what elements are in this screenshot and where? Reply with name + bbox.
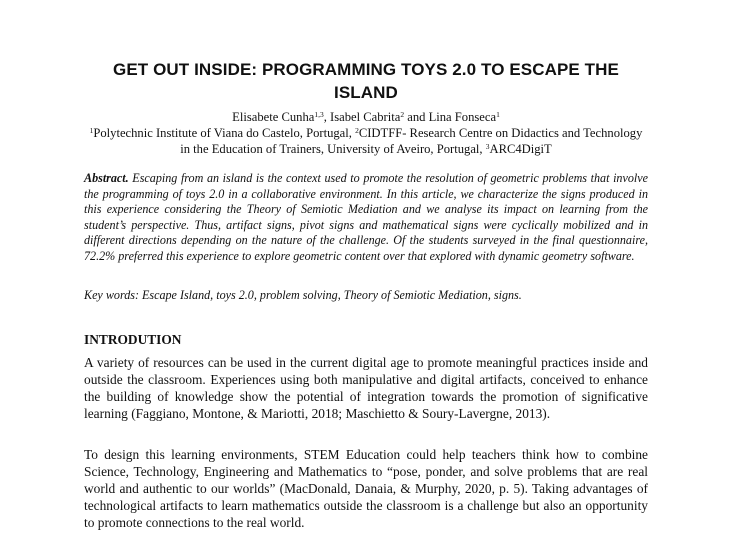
author-affiliation-mark: 1,3 (314, 110, 324, 119)
abstract-text: Escaping from an island is the context used to promote the resolution of geometric problems that involve the programming of toys 2.0 in a collaborative environment. In this article, we characterize the signs produced in this experience considering the Theory of Semiotic Mediation and we analyse its impact on learning from the student’s perspective. Thus, artifact signs, pivot signs and mathematical signs were cyclically mobilized and in different directions depending on the nature of the challenge. Of the students surveyed in the final questionnaire, 72.2% preferred this experience to explore geometric content over that explored with dynamic geometry software. (84, 171, 648, 263)
author-separator: , (323, 110, 331, 124)
affiliation-text: ARC4DigiT (489, 142, 552, 156)
author-name: Elisabete Cunha (232, 110, 315, 124)
body-paragraph: To design this learning environments, STEM Education could help teachers think how to combine Science, Technology, Engineering and Mathematics to “pose, ponder, and solve problems that are real world and authentic to our worlds” (MacDonald, Danaia, & Murphy, 2020, p. 5). Taking advantages of technological artifacts to learn mathematics outside the classroom is a challenge but also an opportunity to promote connections to the real world. (84, 447, 648, 530)
paper-title: GET OUT INSIDE: PROGRAMMING TOYS 2.0 TO ESCAPE THE ISLAND (113, 60, 619, 102)
section-heading: INTRODUTION (84, 332, 182, 347)
affiliations (84, 125, 648, 157)
author-line (84, 109, 648, 125)
affiliation-text: Polytechnic Institute of Viana do Castelo, Portugal, (93, 126, 356, 140)
author-affiliation-mark: 2 (400, 110, 405, 119)
abstract (84, 171, 648, 264)
keywords: Key words: Escape Island, toys 2.0, problem solving, Theory of Semiotic Mediation, signs. (84, 288, 522, 302)
affiliation-mark: 1 (89, 126, 94, 135)
author-name: Isabel Cabrita (330, 110, 401, 124)
affiliation-text: CIDTFF- Research Centre on Didactics and Technology in the Education of Trainers, University of Aveiro, Portugal, (180, 126, 643, 156)
author-separator: and (404, 110, 429, 124)
body-paragraph: A variety of resources can be used in the current digital age to promote meaningful practices inside and outside the classroom. Experiences using both manipulative and digital artifacts, conceived to enhance the building of knowledge show the potential of integration towards the promotion of significative learning (Faggiano, Montone, & Mariotti, 2018; Maschietto & Soury-Lavergne, 2013). (84, 355, 648, 421)
author-affiliation-mark: 1 (496, 110, 500, 119)
affiliation-mark: 3 (485, 142, 490, 151)
affiliation-mark: 2 (355, 126, 359, 135)
author-name: Lina Fonseca (428, 110, 497, 124)
abstract-label: Abstract. (84, 171, 129, 185)
